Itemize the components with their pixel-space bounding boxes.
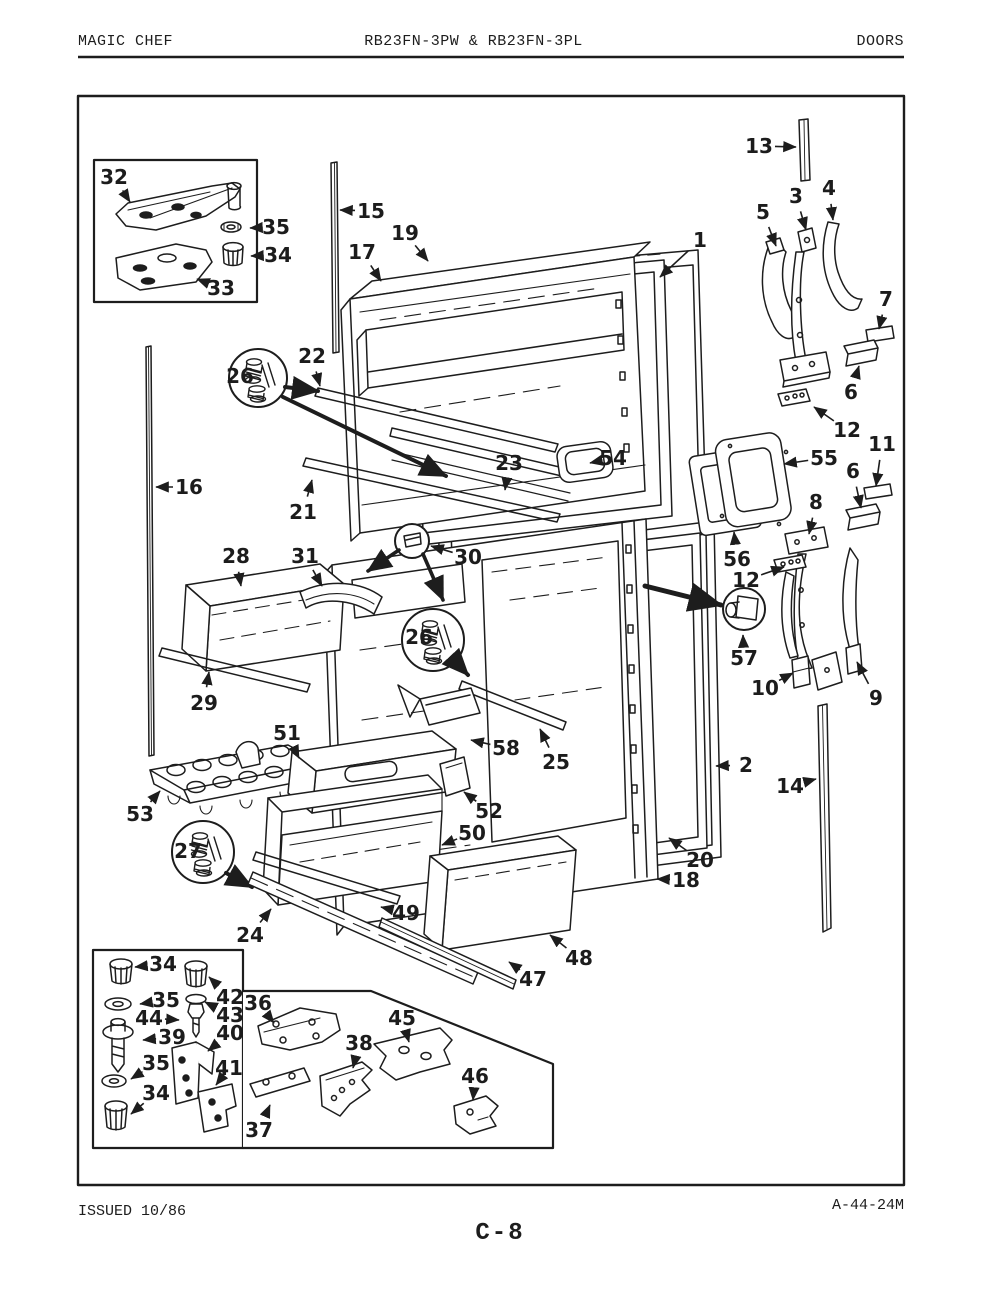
callout-12: 12 bbox=[732, 568, 760, 592]
callout-leader-19 bbox=[415, 245, 428, 261]
callout-47: 47 bbox=[519, 967, 547, 991]
callout-48: 48 bbox=[565, 946, 593, 970]
callout-leader-10 bbox=[779, 673, 793, 680]
callout-leader-53 bbox=[150, 791, 160, 802]
doc-code: A-44-24M bbox=[831, 1197, 904, 1214]
callout-7: 7 bbox=[879, 287, 893, 311]
callout-53: 53 bbox=[126, 802, 154, 826]
callout-49: 49 bbox=[392, 901, 420, 925]
callout-leader-3 bbox=[801, 211, 806, 230]
callout-35: 35 bbox=[142, 1051, 170, 1075]
inset-bottom-fasteners bbox=[93, 950, 243, 1148]
callout-42: 42 bbox=[216, 985, 244, 1009]
door-shelf-28 bbox=[182, 564, 344, 671]
model-numbers: RB23FN-3PW & RB23FN-3PL bbox=[364, 33, 583, 50]
callout-23: 23 bbox=[495, 451, 523, 475]
callout-12: 12 bbox=[833, 418, 861, 442]
callout-30: 30 bbox=[454, 545, 482, 569]
callout-58: 58 bbox=[492, 736, 520, 760]
callout-24: 24 bbox=[236, 923, 264, 947]
callout-11: 11 bbox=[868, 432, 896, 456]
callout-leader-12 bbox=[814, 407, 834, 421]
callout-6: 6 bbox=[846, 459, 860, 483]
callout-41: 41 bbox=[215, 1056, 243, 1080]
callout-leader-6 bbox=[856, 366, 859, 377]
callout-21: 21 bbox=[289, 500, 317, 524]
callout-51: 51 bbox=[273, 721, 301, 745]
callout-55: 55 bbox=[810, 446, 838, 470]
callout-44: 44 bbox=[135, 1006, 163, 1030]
callout-57: 57 bbox=[730, 646, 758, 670]
callout-4: 4 bbox=[822, 176, 836, 200]
callout-18: 18 bbox=[672, 868, 700, 892]
callout-22: 22 bbox=[298, 344, 326, 368]
callout-35: 35 bbox=[262, 215, 290, 239]
shelf-bracket-52 bbox=[440, 757, 470, 796]
callout-leader-17 bbox=[371, 265, 381, 281]
freezer-door-assembly bbox=[341, 242, 707, 577]
callout-33: 33 bbox=[207, 276, 235, 300]
callout-15: 15 bbox=[357, 199, 385, 223]
callout-54: 54 bbox=[599, 446, 627, 470]
door-trim-strip-16 bbox=[146, 346, 154, 756]
callout-3: 3 bbox=[789, 184, 803, 208]
callout-leader-11 bbox=[876, 460, 880, 486]
callout-9: 9 bbox=[869, 686, 883, 710]
callout-leader-4 bbox=[831, 204, 833, 220]
callout-27: 27 bbox=[174, 839, 202, 863]
callout-leader-14 bbox=[805, 779, 816, 782]
callout-8: 8 bbox=[809, 490, 823, 514]
callout-leader-56 bbox=[734, 532, 735, 543]
callout-leader-48 bbox=[550, 935, 566, 948]
callout-leader-24 bbox=[260, 909, 271, 923]
callout-32: 32 bbox=[100, 165, 128, 189]
callout-19: 19 bbox=[391, 221, 419, 245]
callout-leader-29 bbox=[207, 672, 209, 687]
callout-10: 10 bbox=[751, 676, 779, 700]
callout-5: 5 bbox=[756, 200, 770, 224]
callout-2: 2 bbox=[739, 753, 753, 777]
callout-34: 34 bbox=[264, 243, 292, 267]
callout-52: 52 bbox=[475, 799, 503, 823]
callout-50: 50 bbox=[458, 821, 486, 845]
callout-46: 46 bbox=[461, 1064, 489, 1088]
callout-34: 34 bbox=[142, 1081, 170, 1105]
callout-28: 28 bbox=[222, 544, 250, 568]
callout-14: 14 bbox=[776, 774, 804, 798]
callout-6: 6 bbox=[844, 380, 858, 404]
callout-17: 17 bbox=[348, 240, 376, 264]
callout-35: 35 bbox=[152, 988, 180, 1012]
callout-leader-44 bbox=[165, 1019, 179, 1020]
callout-34: 34 bbox=[149, 952, 177, 976]
callout-leader-21 bbox=[307, 480, 312, 497]
callout-43: 43 bbox=[216, 1003, 244, 1027]
callout-16: 16 bbox=[175, 475, 203, 499]
callout-38: 38 bbox=[345, 1031, 373, 1055]
callout-26: 26 bbox=[405, 625, 433, 649]
callout-26: 26 bbox=[226, 364, 254, 388]
callout-leader-46 bbox=[473, 1092, 474, 1100]
callout-leader-13 bbox=[775, 146, 796, 147]
brand-name: MAGIC CHEF bbox=[78, 33, 174, 50]
callout-leader-22 bbox=[316, 371, 320, 386]
callout-56: 56 bbox=[723, 547, 751, 571]
callout-13: 13 bbox=[745, 134, 773, 158]
callout-leader-6 bbox=[856, 487, 861, 508]
page-number: C-8 bbox=[475, 1220, 525, 1247]
callout-37: 37 bbox=[245, 1118, 273, 1142]
callout-25: 25 bbox=[542, 750, 570, 774]
callout-20: 20 bbox=[686, 848, 714, 872]
callout-29: 29 bbox=[190, 691, 218, 715]
callout-31: 31 bbox=[291, 544, 319, 568]
door-tray-48 bbox=[424, 836, 576, 950]
callout-40: 40 bbox=[216, 1021, 244, 1045]
callout-45: 45 bbox=[388, 1006, 416, 1030]
issued-date: ISSUED 10/86 bbox=[78, 1203, 187, 1220]
section-title: DOORS bbox=[856, 33, 904, 50]
door-trim-strip-15 bbox=[331, 162, 339, 353]
callout-leader-9 bbox=[857, 662, 869, 684]
callout-1: 1 bbox=[693, 228, 707, 252]
callout-leader-55 bbox=[784, 460, 808, 464]
callout-39: 39 bbox=[158, 1025, 186, 1049]
callout-36: 36 bbox=[244, 991, 272, 1015]
